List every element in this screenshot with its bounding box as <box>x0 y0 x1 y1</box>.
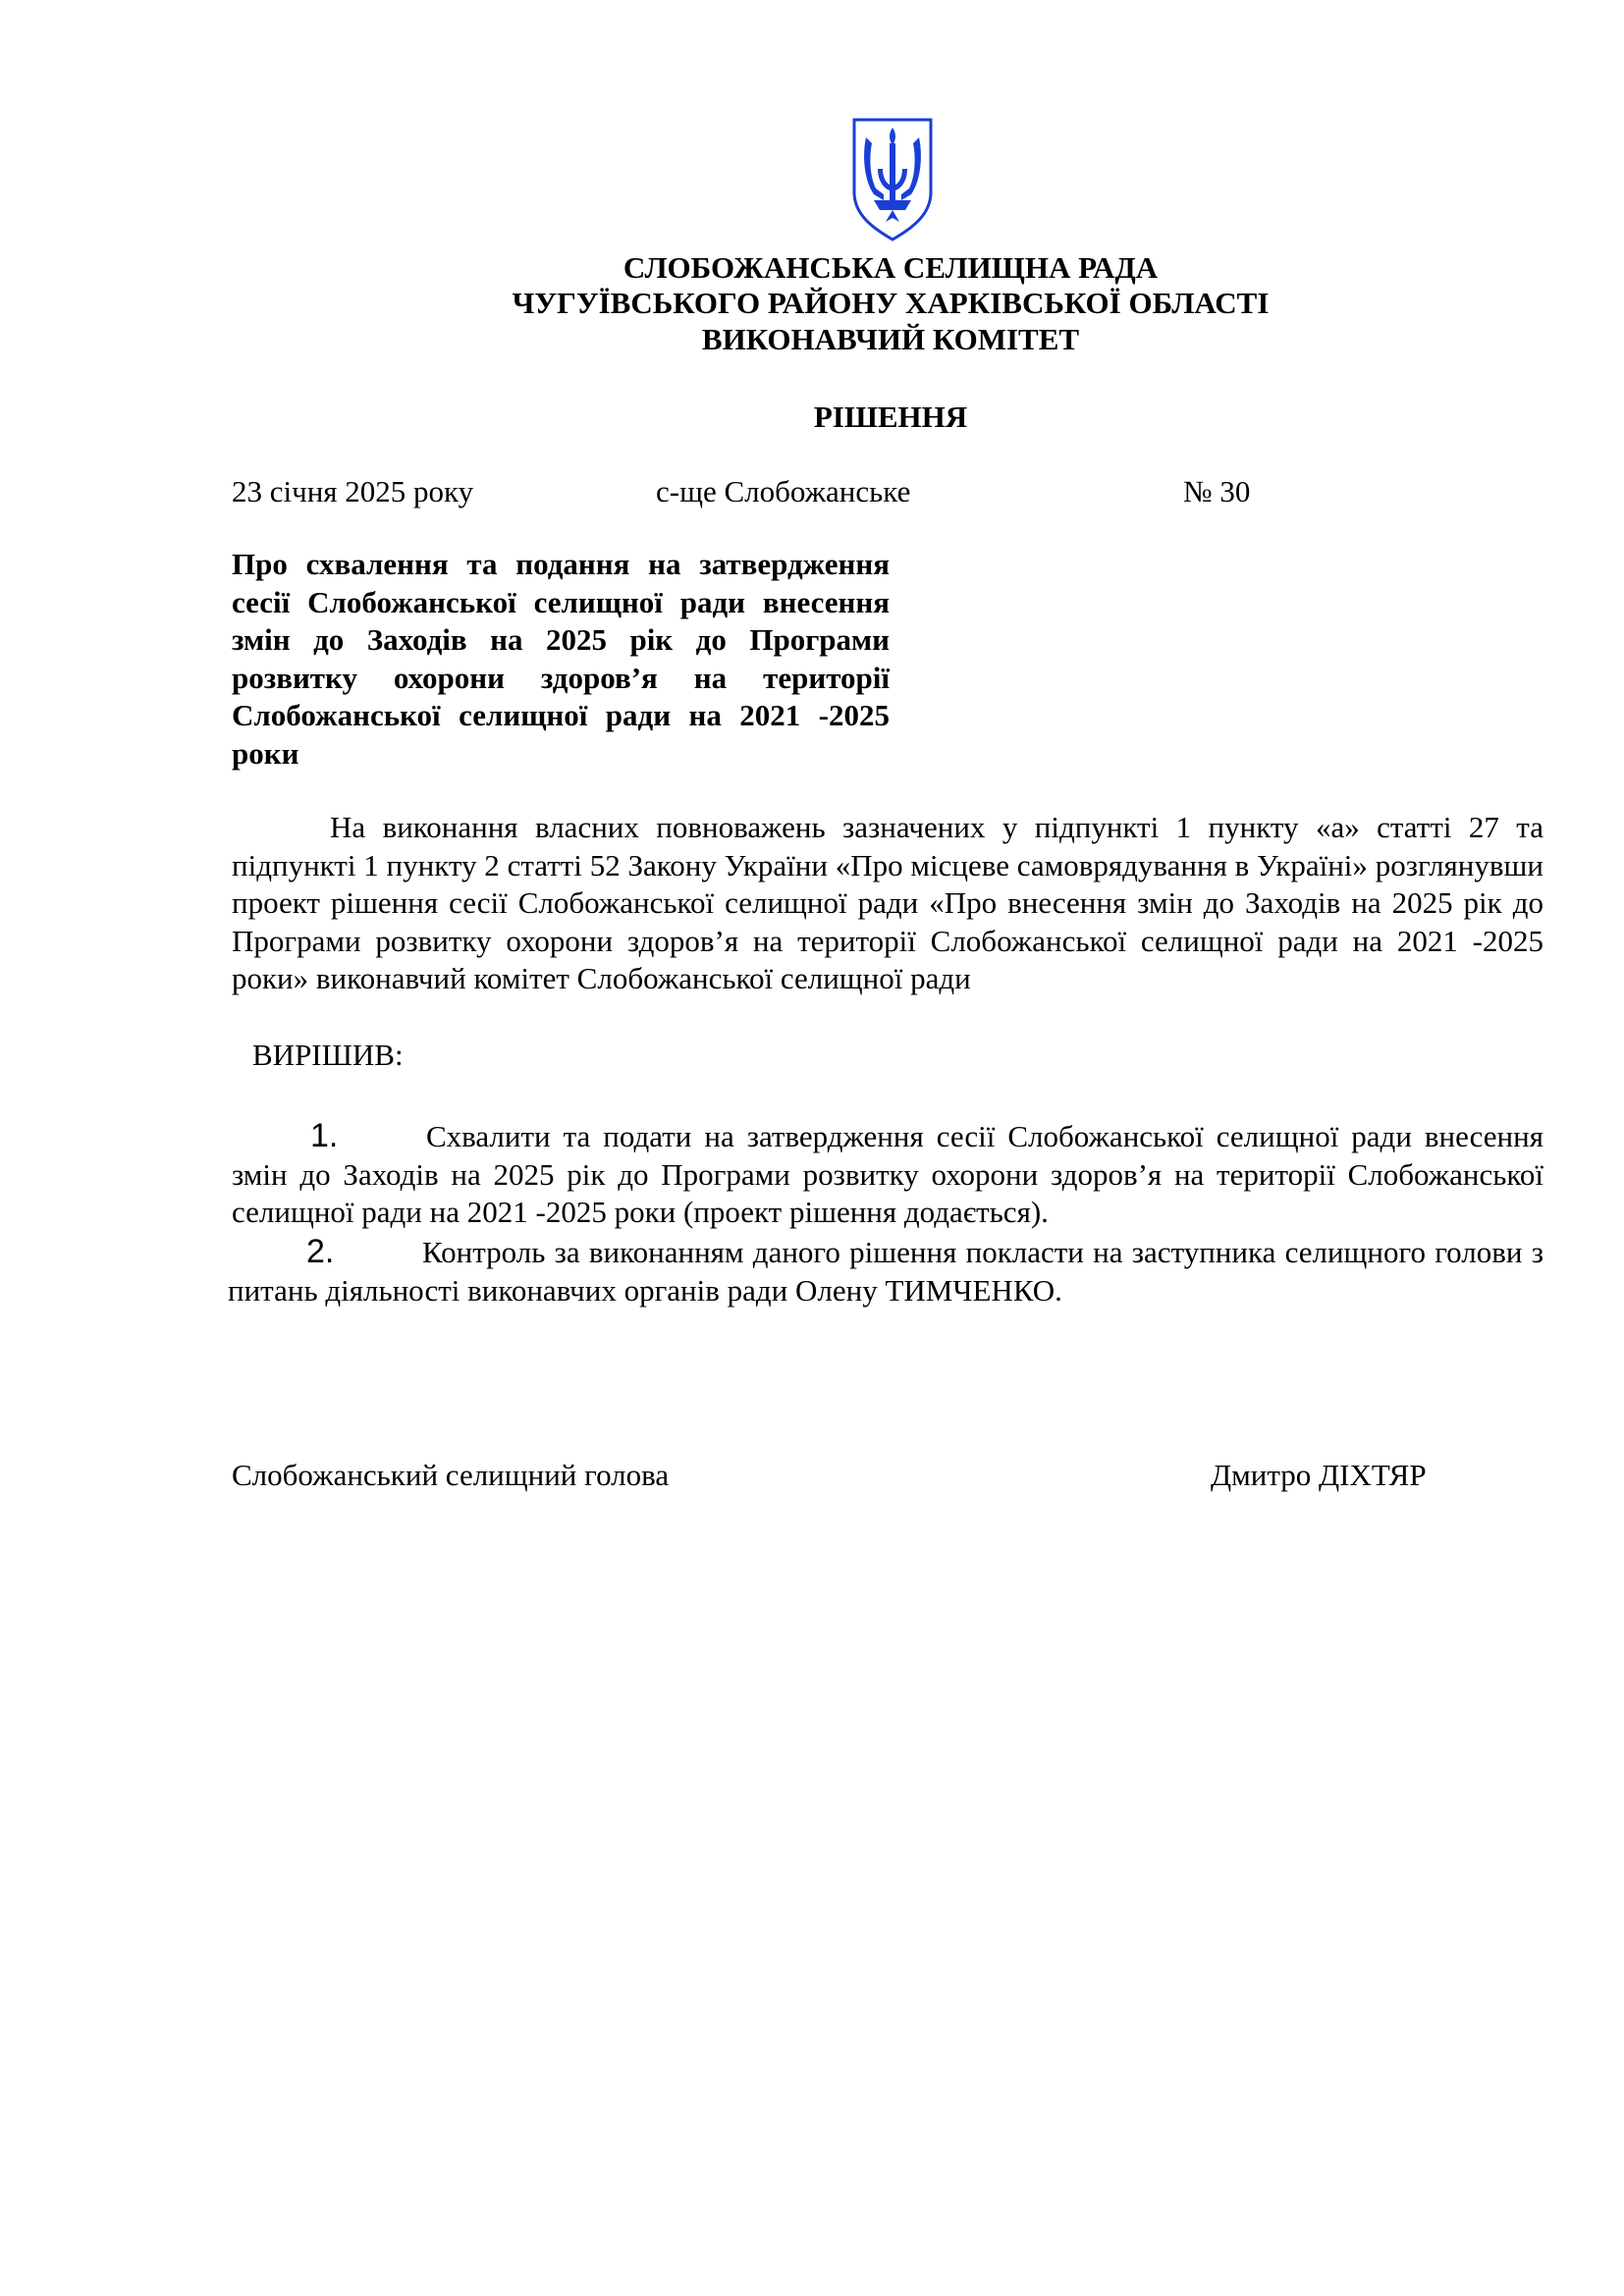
committee-name: ВИКОНАВЧИЙ КОМІТЕТ <box>701 322 1080 356</box>
signatory-name: Дмитро ДІХТЯР <box>1211 1458 1427 1492</box>
subject-line: Слобожанської селищної ради на 2021 -2025 <box>232 698 890 732</box>
resolved-label: ВИРІШИВ: <box>252 1038 404 1072</box>
subject-line: роки <box>232 735 299 771</box>
decision-number: № 30 <box>1183 474 1251 508</box>
subject-line: сесії Слобожанської селищної ради внесення <box>232 584 890 619</box>
preamble-paragraph: На виконання власних повноважень зазначених у підпункті 1 пункту «а» статті 27 та підпункті 1 пункту 2 статті 52 Закону України «Про місцеве самоврядування в Україні» розглянувши проект рішення сесії Слобожанської селищної ради «Про внесення змін до Заходів на 2025 рік до Програми розвитку охорони здоров’я на території Слобожанської селищної ради на 2021 -2025 роки» виконавчий комітет Слобожанської селищної ради <box>232 810 1543 995</box>
document-type-title: РІШЕННЯ <box>813 400 968 434</box>
trident-coat-of-arms-icon <box>848 116 937 243</box>
item-number: 1. <box>310 1117 339 1154</box>
council-name: СЛОБОЖАНСЬКА СЕЛИЩНА РАДА <box>623 250 1159 285</box>
subject-line: розвитку охорони здоров’я на території <box>232 660 890 695</box>
decision-date: 23 січня 2025 року <box>232 474 474 508</box>
subject-line: Про схвалення та подання на затвердження <box>232 547 890 581</box>
district-name: ЧУГУЇВСЬКОГО РАЙОНУ ХАРКІВСЬКОЇ ОБЛАСТІ <box>512 286 1270 320</box>
item-text: Схвалити та подати на затвердження сесії Слобожанської селищної ради внесення змін до Заходів на 2025 рік до Програми розвитку охорони здоров’я на території Слобожанської селищної ради на 2021 -2025 роки (проект рішення додається). <box>232 1119 1543 1229</box>
subject-line: змін до Заходів на 2025 рік до Програми <box>232 622 890 657</box>
decision-subject <box>232 546 890 773</box>
decision-place: с-ще Слобожанське <box>656 474 911 508</box>
item-text: Контроль за виконанням даного рішення покласти на заступника селищного голови з питань діяльності виконавчих органів ради Олену ТИМЧЕНКО. <box>228 1235 1543 1308</box>
item-number: 2. <box>306 1233 335 1270</box>
resolution-item <box>232 1117 1543 1232</box>
signatory-title: Слобожанський селищний голова <box>232 1458 670 1492</box>
resolution-item <box>228 1233 1543 1309</box>
